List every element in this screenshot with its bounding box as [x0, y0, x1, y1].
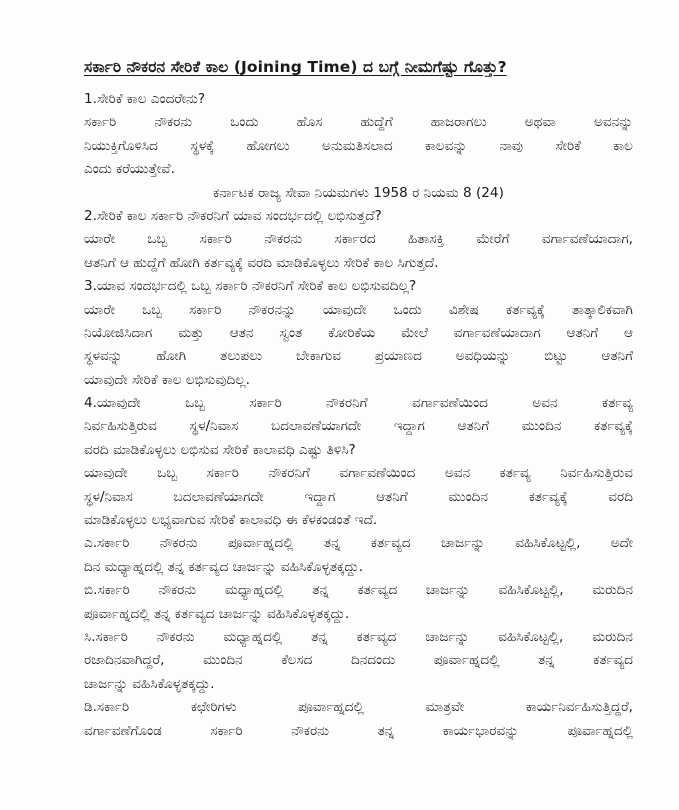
answer-1-line-3: ಎಂದು ಕರೆಯುತ್ತೇವೆ. — [84, 161, 175, 178]
answer-3-line-3: ಸ್ಥಳವನ್ನು ಹೋಗಿ ತಲುಪಲು ಬೇಕಾಗುವ ಪ್ರಯಾಣದ ಅವಧಿಯನ್ನು ಬಿಟ್ಟು ಆತನಿಗೆ — [84, 348, 633, 365]
answer-3-line-1: ಯಾರೇ ಒಬ್ಬ ಸರ್ಕಾರಿ ನೌಕರನನ್ನು ಯಾವುದೇ ಒಂದು ವಿಶೇಷ ಕರ್ತವ್ಯಕ್ಕೆ ತಾತ್ಕಾಲಿಕವಾಗಿ — [84, 301, 633, 318]
answer-4-line-1: ಯಾವುದೇ ಒಬ್ಬ ಸರ್ಕಾರಿ ನೌಕರನಿಗೆ ವರ್ಗಾವಣೆಯಿಂದ ಅವನ ಕರ್ತವ್ಯ ನಿರ್ವಹಿಸುತ್ತಿರುವ — [84, 465, 633, 482]
item-c-line-2: ರಜಾದಿನವಾಗಿದ್ದರೆ, ಮುಂದಿನ ಕೆಲಸದ ದಿನದಂದು ಪೂರ್ವಾಹ್ನದಲ್ಲಿ ತನ್ನ ಕರ್ತವ್ಯದ — [84, 652, 633, 669]
question-2: 2.ಸೇರಿಕೆ ಕಾಲ ಸರ್ಕಾರಿ ನೌಕರನಿಗೆ ಯಾವ ಸಂದರ್ಭದಲ್ಲಿ ಲಭಿಸುತ್ತದೆ? — [84, 207, 382, 224]
item-d-line-1: ಡಿ.ಸರ್ಕಾರಿ ಕಛೇರಿಗಳು ಪೂರ್ವಾಹ್ನದಲ್ಲಿ ಮಾತ್ರವೇ ಕಾರ್ಯನಿರ್ವಹಿಸುತ್ತಿದ್ದರೆ, — [84, 699, 633, 716]
answer-3-line-4: ಯಾವುದೇ ಸೇರಿಕೆ ಕಾಲ ಲಭಿಸುವುದಿಲ್ಲ. — [84, 371, 250, 388]
item-c-line-1: ಸಿ.ಸರ್ಕಾರಿ ನೌಕರನು ಮಧ್ಯಾಹ್ನದಲ್ಲಿ ತನ್ನ ಕರ್ತವ್ಯದ ಚಾರ್ಜನ್ನು ವಹಿಸಿಕೊಟ್ಟಲ್ಲಿ, ಮರುದಿನ — [84, 628, 633, 645]
document-title: ಸರ್ಕಾರಿ ನೌಕರನ ಸೇರಿಕೆ ಕಾಲ (Joining Time) ದ ಬಗ್ಗೆ ನೀಮಗೆಷ್ಟು ಗೊತ್ತು? — [84, 58, 507, 76]
question-4-line-1: 4.ಯಾವುದೇ ಒಬ್ಬ ಸರ್ಕಾರಿ ನೌಕರನಿಗೆ ವರ್ಗಾವಣೆಯಿಂದ ಅವನ ಕರ್ತವ್ಯ — [84, 395, 633, 412]
rule-reference: ಕರ್ನಾಟಕ ರಾಜ್ಯ ಸೇವಾ ನಿಯಮಗಳು 1958 ರ ನಿಯಮ 8 (24) — [213, 184, 504, 201]
item-b-line-2: ಪೂರ್ವಾಹ್ನದಲ್ಲಿ ತನ್ನ ಕರ್ತವ್ಯದ ಚಾರ್ಜನ್ನು ವಹಿಸಿಕೊಳ್ಳತಕ್ಕದ್ದು. — [84, 605, 350, 622]
question-4-line-2: ನಿರ್ವಹಿಸುತ್ತಿರುವ ಸ್ಥಳ/ನಿವಾಸ ಬದಲಾವಣೆಯಾಗದೇ ಇದ್ದಾಗ ಆತನಿಗೆ ಮುಂದಿನ ಕರ್ತವ್ಯಕ್ಕೆ — [84, 418, 633, 435]
item-a-line-1: ಎ.ಸರ್ಕಾರಿ ನೌಕರನು ಪೂರ್ವಾಹ್ನದಲ್ಲಿ ತನ್ನ ಕರ್ತವ್ಯದ ಚಾರ್ಜನ್ನು ವಹಿಸಿಕೊಟ್ಟಲ್ಲಿ, ಅದೇ — [84, 535, 633, 552]
item-b-line-1: ಬಿ.ಸರ್ಕಾರಿ ನೌಕರನು ಮಧ್ಯಾಹ್ನದಲ್ಲಿ ತನ್ನ ಕರ್ತವ್ಯದ ಚಾರ್ಜನ್ನು ವಹಿಸಿಕೊಟ್ಟಲ್ಲಿ, ಮರುದಿನ — [84, 582, 633, 599]
answer-3-line-2: ನಿಯೋಜಿಸಿದಾಗ ಮತ್ತು ಆತನ ಸ್ವಂತ ಕೋರಿಕೆಯ ಮೇಲೆ ವರ್ಗಾವಣೆಯಾದಾಗ ಆತನಿಗೆ ಆ — [84, 324, 633, 341]
answer-2-line-1: ಯಾರೇ ಒಬ್ಬ ಸರ್ಕಾರಿ ನೌಕರನು ಸರ್ಕಾರದ ಹಿತಾಸಕ್ತಿ ಮೇರೆಗೆ ವರ್ಗಾವಣೆಯಾದಾಗ, — [84, 231, 633, 248]
answer-4-line-3: ಮಾಡಿಕೊಳ್ಳಲು ಲಭ್ಯವಾಗುವ ಸೇರಿಕೆ ಕಾಲಾವಧಿ ಈ ಕೆಳಕಂಡಂತೆ ಇದೆ. — [84, 512, 378, 529]
document-body — [84, 88, 633, 743]
answer-4-line-2: ಸ್ಥಳ/ನಿವಾಸ ಬದಲಾವಣೆಯಾಗದೇ ಇದ್ದಾಗ ಆತನಿಗೆ ಮುಂದಿನ ಕರ್ತವ್ಯಕ್ಕೆ ವರದಿ — [84, 488, 633, 505]
question-1: 1.ಸೇರಿಕೆ ಕಾಲ ಎಂದರೇನು? — [84, 91, 206, 107]
question-3: 3.ಯಾವ ಸಂದರ್ಭದಲ್ಲಿ ಒಬ್ಬ ಸರ್ಕಾರಿ ನೌಕರನಿಗೆ ಸೇರಿಕೆ ಕಾಲ ಲಭಿಸುವದಿಲ್ಲ? — [84, 278, 417, 295]
question-4-line-3: ವರದಿ ಮಾಡಿಕೊಳ್ಳಲು ಲಭಿಸುವ ಸೇರಿಕೆ ಕಾಲಾವಧಿ ಎಷ್ಟು ತಿಳಿಸಿ? — [84, 441, 356, 458]
answer-1-line-1: ಸರ್ಕಾರಿ ನೌಕರನು ಒಂದು ಹೊಸ ಹುದ್ದೆಗೆ ಹಾಜರಾಗಲು ಅಥವಾ ಅವನನ್ನು — [84, 114, 633, 131]
answer-2-line-2: ಆತನಿಗೆ ಆ ಹುದ್ದೆಗೆ ಹೋಗಿ ಕರ್ತವ್ಯಕ್ಕೆ ವರದಿ ಮಾಡಿಕೊಳ್ಳಲು ಸೇರಿಕೆ ಕಾಲ ಸಿಗುತ್ತದೆ. — [84, 254, 439, 271]
item-c-line-3: ಚಾರ್ಜನ್ನು ವಹಿಸಿಕೊಳ್ಳತಕ್ಕದ್ದು. — [84, 675, 215, 692]
item-a-line-2: ದಿನ ಮಧ್ಯಾಹ್ನದಲ್ಲಿ ತನ್ನ ಕರ್ತವ್ಯದ ಚಾರ್ಜನ್ನು ವಹಿಸಿಕೊಳ್ಳತಕ್ಕದ್ದು. — [84, 558, 364, 575]
item-d-line-2: ವರ್ಗಾವಣೆಗೊಂಡ ಸರ್ಕಾರಿ ನೌಕರನು ತನ್ನ ಕಾರ್ಯಭಾರವನ್ನು ಪೂರ್ವಾಹ್ನದಲ್ಲಿ — [84, 722, 633, 739]
answer-1-line-2: ನಿಯುಕ್ತಿಗೊಳಿಸಿದ ಸ್ಥಳಕ್ಕೆ ಹೋಗಲು ಅನುಮತಿಸಲಾದ ಕಾಲವನ್ನು ನಾವು ಸೇರಿಕೆ ಕಾಲ — [84, 137, 633, 154]
